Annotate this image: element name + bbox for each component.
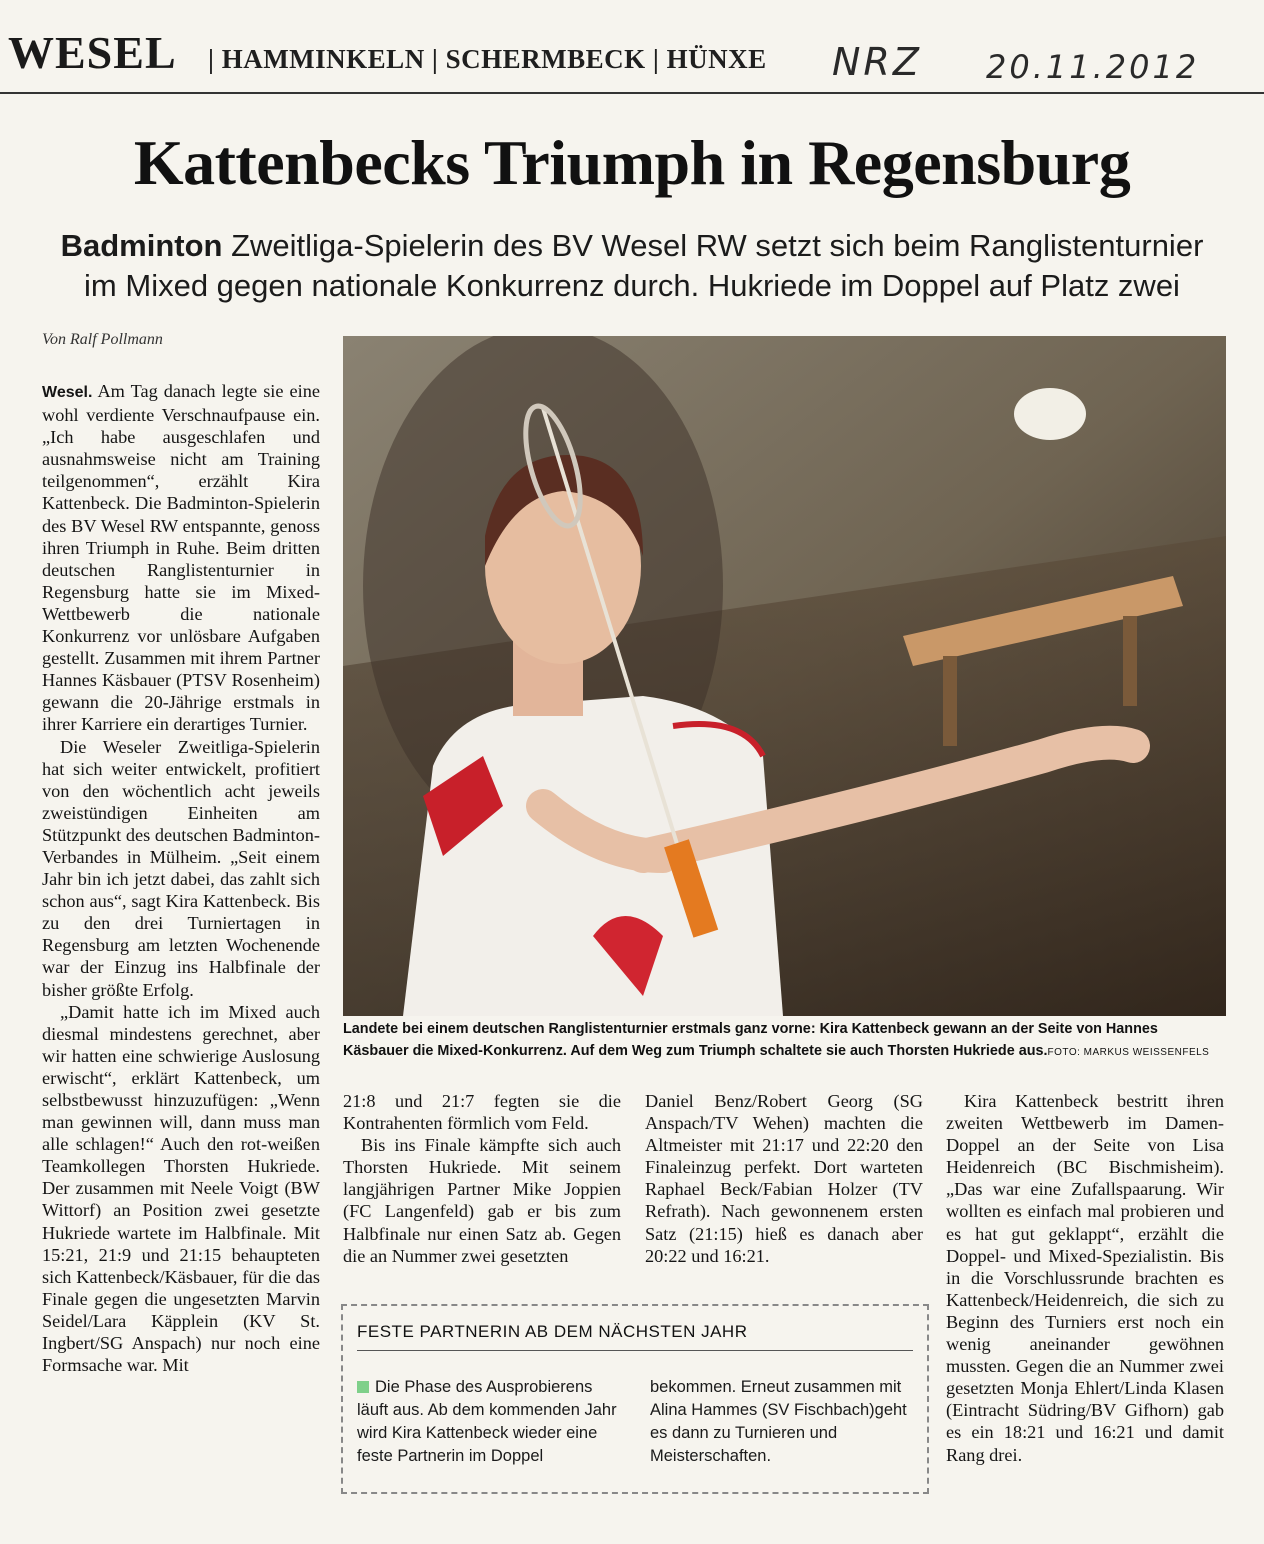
shuttlecock [1014, 388, 1086, 440]
info-box-right-text: bekommen. Erneut zusammen mit Alina Hammes (SV Fischbach)geht es dann zu Turnieren und Meisterschaften. [650, 1378, 907, 1465]
info-box-left [357, 1376, 627, 1468]
byline: Von Ralf Pollmann [42, 331, 163, 348]
paragraph: Die Weseler Zweitliga-Spielerin hat sich weiter entwickelt, profitiert von den wöchentlich acht jeweils zweistündigen Einheiten am Stützpunkt des deutschen Badminton-Verbandes in Mülheim. „Seit einem Jahr bin ich jetzt dabei, das zahlt sich schon aus“, sagt Kira Kattenbeck. Bis zu den drei Turniertagen in Regensburg am letzten Wochenende war der Einzug ins Halbfinale der bisher größte Erfolg. [42, 736, 320, 1000]
masthead-rule [0, 92, 1264, 94]
paragraph-text: Am Tag danach legte sie eine wohl verdiente Verschnaufpause ein. „Ich habe ausgeschlafen und ausnahmsweise nicht am Training teilgenommen“, erzählt Kira Kattenbeck. Die Badminton-Spielerin des BV Wesel RW entspannte, genoss ihren Triumph in Ruhe. Beim dritten deutschen Ranglistenturnier in Regensburg hatte sie im Mixed-Wettbewerb die nationale Konkurrenz vor unlösbare Aufgaben gestellt. Zusammen mit ihrem Partner Hannes Käsbauer (PTSV Rosenheim) gewann die 20-Jährige erstmals in ihrer Karriere ein derartiges Turnier. [42, 381, 320, 735]
handwritten-date: 20.11.2012 [986, 48, 1200, 86]
headline: Kattenbecks Triumph in Regensburg [133, 127, 1131, 198]
photo-caption [343, 1018, 1226, 1064]
section-title: WESEL [8, 27, 177, 78]
paragraph: „Damit hatte ich im Mixed auch diesmal mindestens gerechnet, aber wir hatten eine schwierige Auslosung erwischt“, erklärt Kattenbeck, um selbstbewusst hinzuzufügen: „Wenn man gewinnen will, dann muss man alle schlagen!“ Auch den rot-weißen Teamkollegen Thorsten Hukriede. Der zusammen mit Neele Voigt (BW Wittorf) an Position zwei gesetzte Hukriede wartete im Halbfinale. Mit 15:21, 21:9 und 21:15 behaupteten sich Kattenbeck/Käsbauer, für die das Finale gegen die ungesetzten Marvin Seidel/Lara Käpplein (KV St. Ingbert/SG Anspach) nur noch eine Formsache war. Mit [42, 1001, 320, 1376]
paragraph: Bis ins Finale kämpfte sich auch Thorsten Hukriede. Mit seinem langjährigen Partner Mike Joppien (FC Langenfeld) gab er bis zum Halbfinale nur einen Satz ab. Gegen die an Nummer zwei gesetzten [343, 1135, 621, 1266]
article-column-1 [42, 380, 320, 1376]
paragraph: Kira Kattenbeck bestritt ihren zweiten Wettbewerb im Damen-Doppel an der Seite von Lisa Heidenreich (BC Bischmisheim). „Das war eine Zufallspaarung. Wir wollten es einfach mal probieren und es hat gut geklappt“, erzählt die Doppel- und Mixed-Spezialistin. Bis in die Vorschlussrunde brachten es Kattenbeck/Heidenreich, die sich zu Beginn des Turniers erst noch ein wenig aneinander gewöhnen mussten. Gegen die an Nummer zwei gesetzten Monja Ehlert/Linda Klasen (Eintracht Südring/BV Gifhorn) gab es ein 18:21 und 16:21 und damit Rang drei. [946, 1091, 1224, 1465]
info-box-right [650, 1376, 912, 1468]
article-column-3 [645, 1090, 923, 1267]
photo-credit: FOTO: MARKUS WEISSENFELS [1047, 1047, 1210, 1058]
badminton-player-photo [343, 336, 1226, 1016]
section-places: | HAMMINKELN | SCHERMBECK | HÜNXE [208, 44, 767, 74]
paragraph: 21:8 und 21:7 fegten sie die Kontrahenten förmlich vom Feld. [343, 1091, 621, 1134]
bullet-square-icon [357, 1381, 369, 1393]
dateline: Wesel. [42, 384, 93, 401]
info-box-rule [357, 1350, 913, 1351]
caption-text: Landete bei einem deutschen Ranglistenturnier erstmals ganz vorne: Kira Kattenbeck gewann an der Seite von Hannes Käsbauer die Mixed-Konkurrenz. Auf dem Weg zum Triumph schaltete sie auch Thorsten Hukriede aus. [343, 1021, 1158, 1059]
paragraph [42, 380, 320, 736]
info-box-left-text: Die Phase des Ausprobierens läuft aus. Ab dem kommenden Jahr wird Kira Kattenbeck wieder eine feste Partnerin im Doppel [357, 1378, 617, 1465]
kicker: Badminton [60, 228, 223, 263]
handwritten-paper-name: NRZ [832, 40, 922, 84]
article-photo [343, 336, 1226, 1016]
paragraph: Daniel Benz/Robert Georg (SG Anspach/TV Wehen) machten die Altmeister mit 21:17 und 22:20 den Finaleinzug perfekt. Dort warteten Raphael Beck/Fabian Holzer (TV Refrath). Nach gewonnenem ersten Satz (21:15) hieß es danach aber 20:22 und 16:21. [645, 1091, 923, 1266]
subhead-text: Zweitliga-Spielerin des BV Wesel RW setzt sich beim Ranglistenturnier im Mixed gegen nationale Konkurrenz durch. Hukriede im Doppel auf Platz zwei [84, 228, 1204, 303]
subheadline [40, 226, 1224, 306]
info-box-title: FESTE PARTNERIN AB DEM NÄCHSTEN JAHR [357, 1322, 748, 1341]
article-column-4 [946, 1090, 1224, 1466]
article-column-2 [343, 1090, 621, 1267]
